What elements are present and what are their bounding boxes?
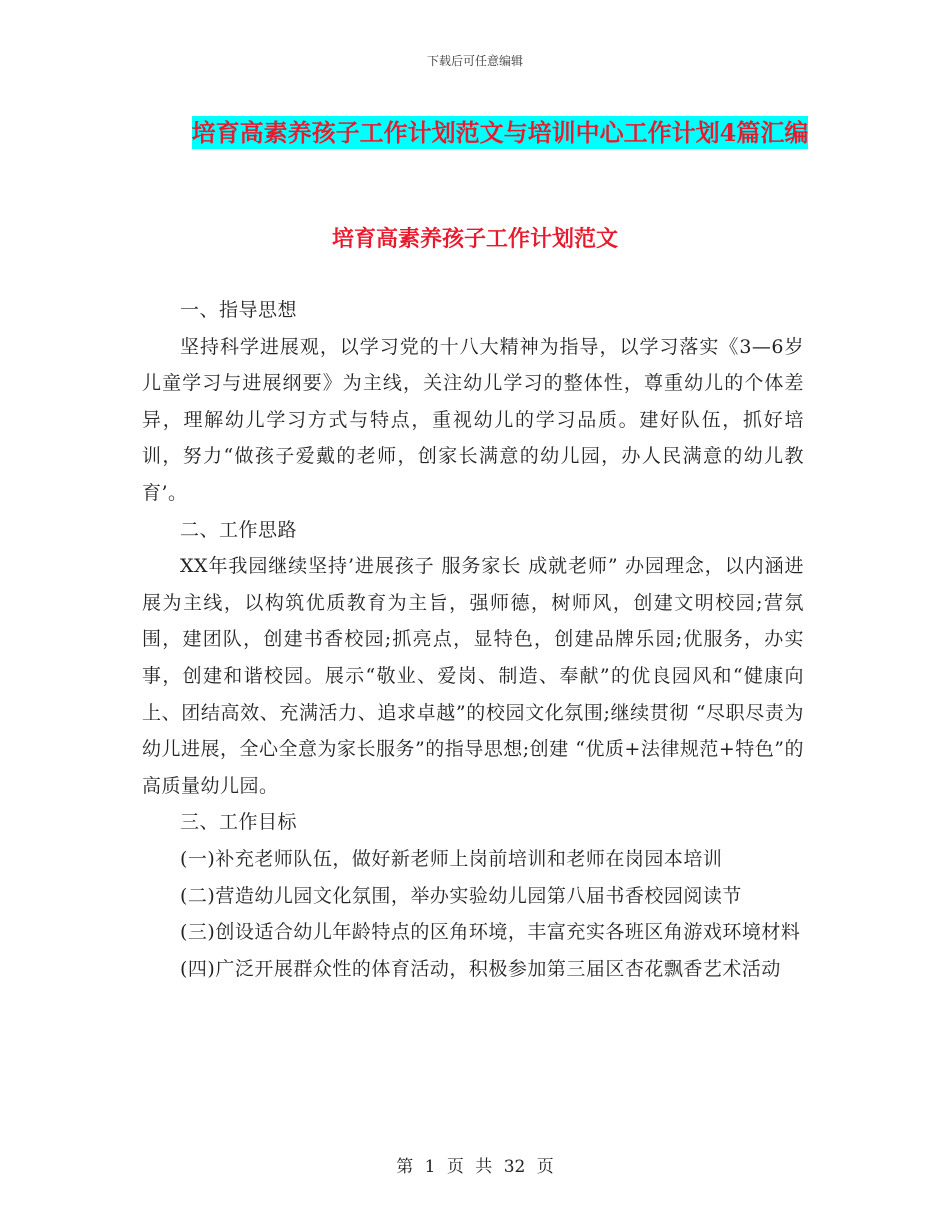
- heading-work-goals: 三、工作目标: [180, 811, 298, 834]
- document-body: [142, 292, 804, 987]
- paragraph-guiding-ideology: 坚持科学进展观，以学习党的十八大精神为指导，以学习落实《3—6岁儿童学习与进展纲要》为主线，关注幼儿学习的整体性，尊重幼儿的个体差异，理解幼儿学习方式与特点，重视幼儿的学习品质。建好队伍，抓好培训，努力“做孩子爱戴的老师，创家长满意的幼儿园，办人民满意的幼儿教育’。: [142, 335, 804, 504]
- goal-item-2: (二)营造幼儿园文化氛围，举办实验幼儿园第八届书香校园阅读节: [180, 884, 742, 907]
- header-note: 下载后可任意编辑: [426, 54, 523, 68]
- goal-item-4: (四)广泛开展群众性的体育活动，积极参加第三届区杏花飘香艺术活动: [180, 957, 781, 980]
- section-title: 培育高素养孩子工作计划范文: [331, 226, 618, 252]
- document-title: [190, 108, 810, 158]
- goal-item-1: (一)补充老师队伍，做好新老师上岗前培训和老师在岗园本培训: [180, 847, 723, 870]
- document-title-text: 培育高素养孩子工作计划范文与培训中心工作计划4篇汇编: [191, 118, 809, 147]
- paragraph-work-approach: XX年我园继续坚持’进展孩子 服务家长 成就老师” 办园理念，以内涵进展为主线，以构筑优质教育为主旨，强师德，树师风，创建文明校园;营氛围，建团队，创建书香校园;抓亮点，显特色，创建品牌乐园;优服务，办实事，创建和谐校园。展示“敬业、爱岗、制造、奉献”的优良园风和“健康向上、团结高效、充满活力、追求卓越”的校园文化氛围;继续贯彻 “尽职尽责为幼儿进展，全心全意为家长服务”的指导思想;创建 “优质+法律规范+特色”的高质量幼儿园。: [142, 555, 804, 797]
- heading-guiding-ideology: 一、指导思想: [180, 299, 298, 321]
- heading-work-approach: 二、工作思路: [180, 518, 298, 541]
- goal-item-3: (三)创设适合幼儿年龄特点的区角环境，丰富充实各班区角游戏环境材料: [180, 921, 801, 944]
- page-footer: 第 1 页 共 32 页: [396, 1157, 554, 1177]
